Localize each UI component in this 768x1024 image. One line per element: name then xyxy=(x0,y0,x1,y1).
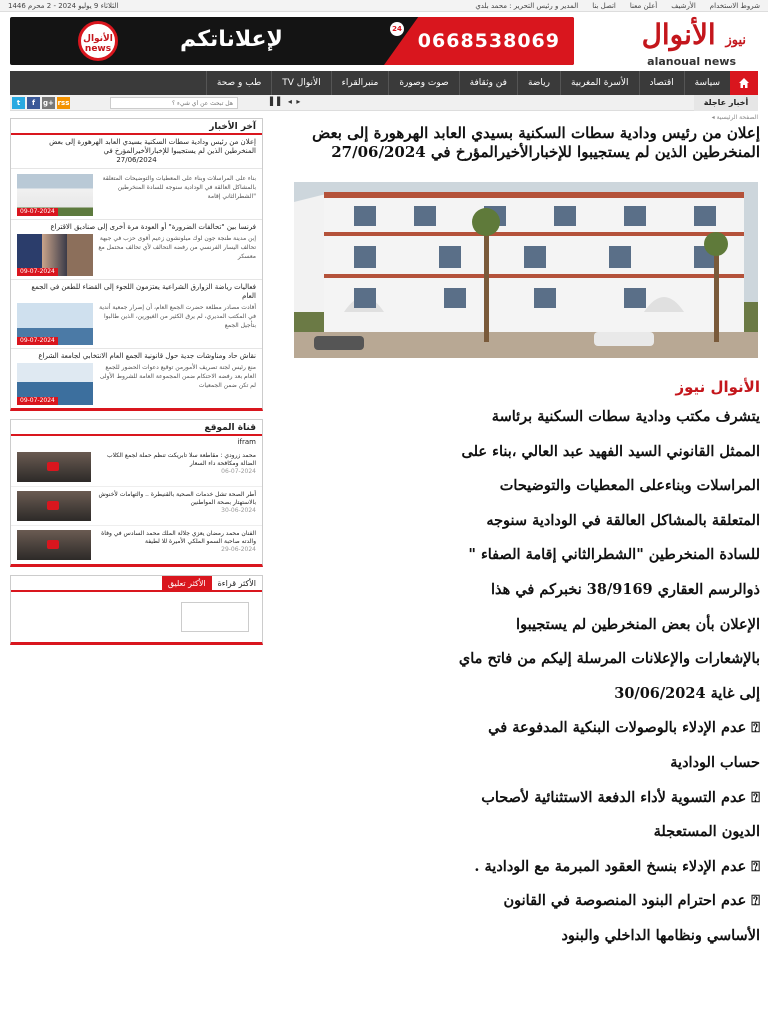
top-editor: المدير و رئيس التحرير : محمد بلدي xyxy=(475,2,579,10)
article-body xyxy=(294,400,760,954)
news-date: 09-07-2024 xyxy=(17,397,58,405)
nav-politics[interactable]: سياسة xyxy=(684,71,730,95)
sub-bar xyxy=(10,95,758,111)
video-thumbnail[interactable] xyxy=(17,452,91,482)
article-line: الإعلان بأن بعض المنخرطين لم يستجيبوا xyxy=(516,615,760,633)
article-line: يتشرف مكتب ودادية سطات السكنية برئاسة xyxy=(491,408,760,425)
top-date: الثلاثاء 9 يوليو 2024 - 2 محرم 1446 xyxy=(8,2,119,10)
broken-image-icon xyxy=(181,602,249,632)
article-line: ⍰ عدم احترام البنود المنصوصة في القانون xyxy=(503,892,760,910)
ticker-controls[interactable]: ▌▌ ◂ ▸ xyxy=(270,97,302,106)
news-item-title[interactable]: فرنسا بين "تحالفات الضرورة" أو العودة مرة أخرى إلى صناديق الاقتراع xyxy=(50,223,256,231)
news-thumbnail[interactable] xyxy=(17,174,93,216)
video-thumbnail[interactable] xyxy=(17,530,91,560)
article-line: ⍰ عدم التسوية لأداء الدفعة الاستثنائية لأصحاب xyxy=(481,788,760,806)
news-thumbnail[interactable] xyxy=(17,363,93,405)
home-icon xyxy=(738,77,750,89)
top-link-contact[interactable]: اتصل بنا xyxy=(592,2,616,10)
article-line: الممثل القانوني السيد الفهيد عبد العالي ،بناء على xyxy=(461,442,760,460)
video-date: 29-06-2024 xyxy=(221,546,256,553)
news-item-title[interactable]: إعلان من رئيس ودادية سطات السكنية بسيدي العابد الهرهورة إلى بعض المنخرطين الذين لم يستجيبوا للإخبارالأخيرالمؤرخ في xyxy=(49,138,256,155)
news-thumbnail[interactable] xyxy=(17,303,93,345)
facebook-icon[interactable]: f xyxy=(27,97,40,109)
article-title: إعلان من رئيس ودادية سطات السكنية بسيدي العابد الهرهورة إلى بعض المنخرطين الذين لم يستجيبوا للإخبارالأخيرالمؤرخ في 27/06/2024 xyxy=(312,124,760,161)
news-excerpt: بناء على المراسلات وبناء على المعطيات والتوضيحات المتعلقة بالمشاكل العالقة في الودادية سنوجه للسادة المنخرطين "الشطرالثاني إقامة xyxy=(102,175,256,200)
article-line: الأساسي ونظامها الداخلي والبنود xyxy=(561,926,760,944)
logo-arabic: نيوز الأنوال xyxy=(641,18,746,51)
nav-tv[interactable]: الأنوال TV xyxy=(271,71,330,95)
news-thumbnail[interactable] xyxy=(17,234,93,276)
twitter-icon[interactable]: t xyxy=(12,97,25,109)
video-thumbnail[interactable] xyxy=(17,491,91,521)
latest-news-box xyxy=(10,118,263,411)
nav-economy[interactable]: اقتصاد xyxy=(639,71,684,95)
news-item[interactable] xyxy=(11,135,262,169)
article-line: ⍰ عدم الإدلاء بالوصولات البنكية المدفوعة في xyxy=(488,719,760,737)
nav-culture[interactable]: فن وثقافة xyxy=(459,71,517,95)
news-item[interactable] xyxy=(11,280,262,349)
most-box xyxy=(10,575,263,645)
article-line: بالإشعارات والإعلانات المرسلة إليكم من فاتح ماي xyxy=(458,650,760,668)
video-title[interactable]: محمد زرودي : مقاطعة سلا تابريكت تنظم حملة لجمع الكلاب الضالة ومكافحة داء السعار xyxy=(106,452,256,467)
most-tabs xyxy=(11,576,262,592)
rss-icon[interactable]: rss xyxy=(57,99,70,107)
main-nav xyxy=(10,71,758,95)
ad-banner[interactable] xyxy=(10,17,574,65)
banner-badge: 24 xyxy=(390,22,404,36)
channel-box xyxy=(10,419,263,567)
top-link-advertise[interactable]: أعلن معنا xyxy=(629,2,658,10)
news-date: 09-07-2024 xyxy=(17,208,58,216)
breaking-news-label: أخبار عاجلة xyxy=(694,95,758,111)
nav-family[interactable]: الأسرة المغربية xyxy=(560,71,639,95)
top-links xyxy=(475,0,760,12)
breadcrumb[interactable]: الصفحة الرئيسية ◂ xyxy=(711,114,758,121)
latest-news-title: آخر الأخبار xyxy=(11,119,262,135)
article xyxy=(294,124,760,954)
nav-media[interactable]: صوت وصورة xyxy=(388,71,458,95)
article-line: للسادة المنخرطين "الشطرالثاني إقامة الصفاء " xyxy=(468,546,760,564)
video-title[interactable]: الفنان محمد رمضان يعزي جلالة الملك محمد السادس في وفاة والدته صاحبة السمو الملكي الأميرة للا لطيفة xyxy=(101,530,256,545)
top-link-archive[interactable]: الأرشيف xyxy=(671,2,696,10)
news-date: 09-07-2024 xyxy=(17,337,58,345)
home-button[interactable] xyxy=(730,71,758,95)
search-input[interactable] xyxy=(110,97,238,109)
article-line: حساب الودادية xyxy=(670,753,760,771)
news-excerpt: منع رئيس لجنة تصريف الأمورمن توقيع دعوات الحضور للجمع العام بعد رفضه الاحتكام ضمن المجموعة العامة للشروط الأولى لم تكن ضمن الجمعيات xyxy=(99,364,256,389)
nav-readers[interactable]: منبرالقراء xyxy=(331,71,389,95)
social-links xyxy=(12,97,70,109)
article-line: إلى غاية 30/06/2024 xyxy=(614,684,760,702)
tab-most-read[interactable]: الأكثر قراءة xyxy=(217,579,256,588)
googleplus-icon[interactable]: g+ xyxy=(43,99,54,107)
video-item[interactable] xyxy=(11,448,262,487)
article-line: ذوالرسم العقاري 38/9169 نخبركم في هذا xyxy=(491,580,760,598)
article-line: المراسلات وبناءعلى المعطيات والتوضيحات xyxy=(499,477,760,495)
article-source: الأنوال نيوز xyxy=(675,378,760,396)
news-item-title[interactable]: فعاليات رياضة الزوارق الشراعية يعتزمون اللجوء إلى القضاء للطعن في الجمع العام xyxy=(31,283,256,300)
video-date: 30-06-2024 xyxy=(221,507,256,514)
banner-text: لإعلاناتكم xyxy=(180,27,283,52)
video-title[interactable]: أطر الصحة تشل خدمات الصحية بالقنيطرة .. والتهامات لأخنوش بالاستهتار بصحة المواطنين xyxy=(98,491,256,506)
article-photo[interactable] xyxy=(294,182,758,358)
top-bar xyxy=(0,0,768,12)
channel-title: قناة الموقع xyxy=(11,420,262,436)
site-header xyxy=(0,14,768,70)
article-line: ⍰ عدم الإدلاء بنسخ العقود المبرمة مع الودادية . xyxy=(474,857,760,875)
site-logo[interactable] xyxy=(626,20,746,66)
article-line: الديون المستعجلة xyxy=(653,823,760,841)
news-item-title[interactable]: نقاش حاد ومناوشات جدية حول قانونية الجمع العام الانتخابي لجامعة الشراع xyxy=(38,352,256,360)
news-excerpt: إبن مدينة طنجة جون لوك ميلونشون زعيم أقوى حزب في جبهة تحالف اليسار الفرنسي من رفضه التحالف لأي تحالف محتمل مع معسكر xyxy=(98,235,256,260)
banner-logo: الأنوال news xyxy=(78,21,118,61)
video-date: 06-07-2024 xyxy=(221,468,256,475)
top-link-terms[interactable]: شروط الاستخدام xyxy=(709,2,760,10)
channel-subtitle: ifram xyxy=(237,438,256,446)
play-icon xyxy=(47,462,59,471)
play-icon xyxy=(47,540,59,549)
news-item[interactable] xyxy=(11,349,262,408)
nav-health[interactable]: طب و صحة xyxy=(206,71,271,95)
news-excerpt: أفادت مصادر مطلعة حضرت الجمع العام، أن إصرار جمعية أندية في المكتب المديري، لم يرق الكثير من الغيورين، الذين طالبوا بتأجيل الجمع xyxy=(99,304,256,329)
video-item[interactable] xyxy=(11,487,262,526)
article-line: المتعلقة بالمشاكل العالقة في الودادية سنوجه xyxy=(486,511,760,529)
news-item[interactable] xyxy=(11,220,262,280)
nav-sports[interactable]: رياضة xyxy=(517,71,560,95)
logo-english: alanoual news xyxy=(647,55,736,68)
news-date: 09-07-2024 xyxy=(17,268,58,276)
banner-phone: 0668538069 xyxy=(417,30,560,52)
video-item[interactable] xyxy=(11,526,262,564)
news-item-excerpt: 27/06/2024 xyxy=(116,156,157,164)
tab-most-comment[interactable]: الأكثر تعليق xyxy=(162,576,212,590)
play-icon xyxy=(47,501,59,510)
news-item[interactable] xyxy=(11,169,262,220)
sidebar xyxy=(10,118,263,653)
building-image xyxy=(294,182,758,358)
